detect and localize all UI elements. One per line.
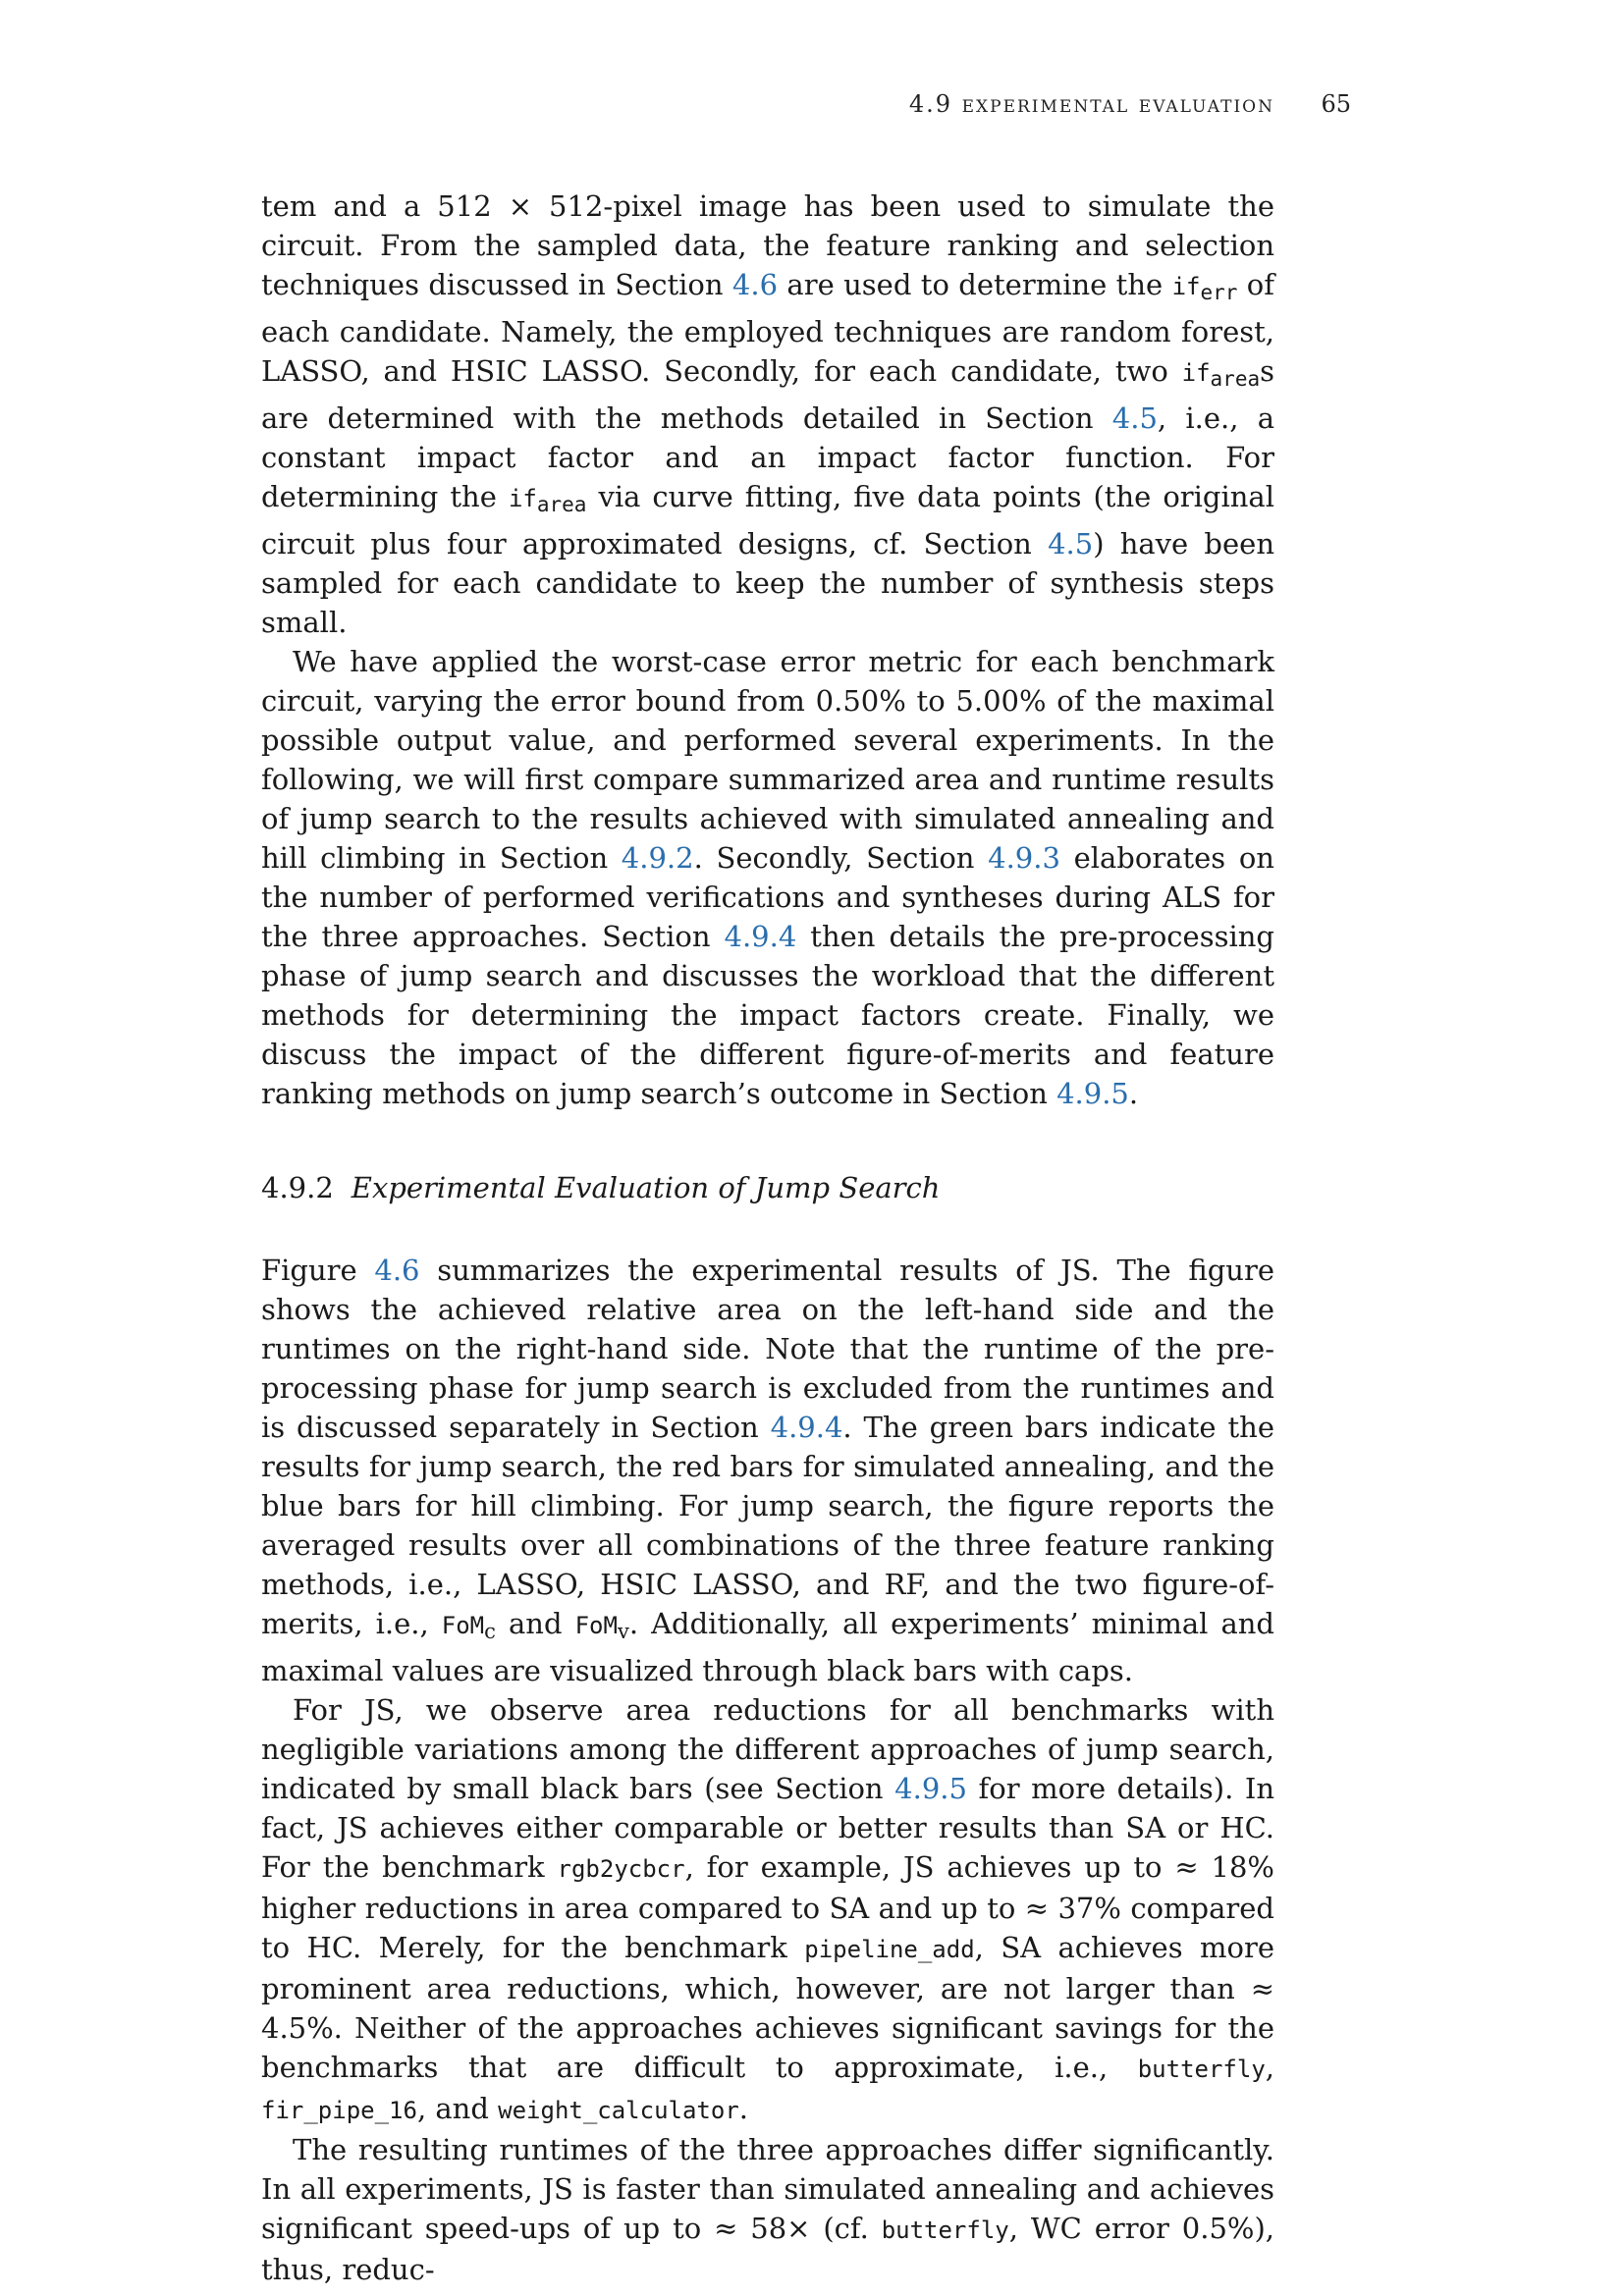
benchmark-name: weight_calculator <box>498 2097 739 2124</box>
text: Figure <box>261 1254 375 1287</box>
paragraph-5 <box>261 2130 1274 2289</box>
text: of each candidate. Namely, the employed techniques are random forest, LASSO, and HSIC LASSO. Secondly, for each candidate, two <box>261 268 1274 388</box>
text: The resulting runtimes of the three approaches differ significantly. In all experiments, JS is faster than simulated annealing and achieves significant speed-ups of up to ≈ 58× (cf. <box>261 2133 1274 2245</box>
text: , i.e., a constant impact factor and an impact factor function. For determining the <box>261 401 1274 513</box>
text: For JS, we observe area reductions for all benchmarks with negligible variations among the different approaches of jump search, indicated by small black bars (see Section <box>261 1693 1274 1805</box>
subsection-title: Experimental Evaluation of Jump Search <box>351 1171 941 1204</box>
body-text <box>261 187 1274 2289</box>
paragraph-2 <box>261 642 1274 1113</box>
text: , SA achieves more prominent area reductions, which, however, are not larger than ≈ 4.5%. Neither of the approaches achieves significant savings for the benchmarks that are difficult to approximate, i.e., <box>261 1931 1274 2084</box>
text: are used to determine the <box>778 268 1172 301</box>
fom-v-symbol: FoM <box>574 1612 618 1639</box>
paragraph-1 <box>261 187 1274 642</box>
text: for more details). In fact, JS achieves either comparable or better results than SA or HC. For the benchmark <box>261 1772 1274 1884</box>
header-section-title: 4.9 experimental evaluation <box>908 90 1274 118</box>
if-area-symbol: if <box>1181 359 1211 387</box>
text: , for example, JS achieves up to ≈ 18% higher reductions in area compared to SA and up to ≈ 37% compared to HC. Merely, for the benchmark <box>261 1850 1274 1964</box>
benchmark-name: fir_pipe_16 <box>261 2097 417 2124</box>
section-link[interactable]: 4.9.5 <box>894 1772 967 1805</box>
text: . Secondly, Section <box>693 841 989 875</box>
paragraph-3 <box>261 1251 1274 1690</box>
if-area-subscript: area <box>536 493 587 516</box>
text: . <box>1128 1077 1139 1110</box>
text: tem and a 512 × 512-pixel image has been used to simulate the circuit. From the sampled data, the feature ranking and selection techniques discussed in Section <box>261 189 1274 301</box>
text: . <box>738 2092 748 2125</box>
if-err-subscript: err <box>1200 281 1238 304</box>
fom-c-subscript: c <box>484 1620 496 1643</box>
section-link[interactable]: 4.9.2 <box>621 841 694 875</box>
benchmark-name: butterfly <box>1137 2056 1266 2083</box>
text: , <box>1265 2051 1274 2084</box>
text: via curve fitting, five data points (the original circuit plus four approximated designs, cf. Section <box>261 480 1274 561</box>
page-number: 65 <box>1321 90 1351 118</box>
if-area-subscript: area <box>1210 367 1261 391</box>
text: ) have been sampled for each candidate to keep the number of synthesis steps small. <box>261 527 1274 639</box>
text: s are determined with the methods detailed in Section <box>261 354 1274 435</box>
section-link[interactable]: 4.9.4 <box>724 920 797 953</box>
text: We have applied the worst-case error metric for each benchmark circuit, varying the error bound from 0.50% to 5.00% of the maximal possible output value, and performed several experiments. In the following, we will first compare summarized area and runtime results of jump search to the results achieved with simulated annealing and hill climbing in Section <box>261 645 1274 875</box>
running-header <box>0 90 1624 130</box>
if-err-symbol: if <box>1171 273 1201 300</box>
text: and <box>495 1607 575 1640</box>
text: , WC error 0.5%), thus, reduc- <box>261 2212 1274 2286</box>
text: then details the pre-processing phase of jump search and discusses the workload that the different methods for determining the impact factors create. Finally, we discuss the impact of the different figure-of-merits and feature ranking methods on jump search’s outcome in Section <box>261 920 1274 1110</box>
text: summarizes the experimental results of JS. The figure shows the achieved relative area on the left-hand side and the runtimes on the right-hand side. Note that the runtime of the pre-processing phase for jump search is excluded from the runtimes and is discussed separately in Section <box>261 1254 1274 1444</box>
section-link[interactable]: 4.9.5 <box>1056 1077 1129 1110</box>
section-link[interactable]: 4.9.3 <box>988 841 1060 875</box>
section-link[interactable]: 4.5 <box>1111 401 1158 435</box>
benchmark-name: butterfly <box>881 2216 1009 2244</box>
section-link[interactable]: 4.6 <box>731 268 779 301</box>
subsection-heading <box>261 1168 1274 1207</box>
subsection-number: 4.9.2 <box>261 1171 334 1204</box>
text: . The green bars indicate the results for jump search, the red bars for simulated annealing, and the blue bars for hill climbing. For jump search, the figure reports the averaged results over all combinations of the three feature ranking methods, i.e., LASSO, HSIC LASSO, and RF, and the two figure-of-merits, i.e., <box>261 1411 1274 1640</box>
if-area-symbol: if <box>508 485 537 512</box>
text: elaborates on the number of performed verifications and syntheses during ALS for the three approaches. Section <box>261 841 1274 953</box>
text: . Additionally, all experiments’ minimal and maximal values are visualized through black bars with caps. <box>261 1607 1274 1687</box>
fom-v-subscript: v <box>617 1620 629 1643</box>
paragraph-4 <box>261 1690 1274 2130</box>
section-link[interactable]: 4.5 <box>1048 527 1094 561</box>
text: , and <box>416 2092 499 2125</box>
figure-link[interactable]: 4.6 <box>374 1254 420 1287</box>
benchmark-name: rgb2ycbcr <box>557 1855 685 1883</box>
benchmark-name: pipeline_add <box>804 1936 975 1963</box>
fom-c-symbol: FoM <box>441 1612 485 1639</box>
section-link[interactable]: 4.9.4 <box>770 1411 843 1444</box>
